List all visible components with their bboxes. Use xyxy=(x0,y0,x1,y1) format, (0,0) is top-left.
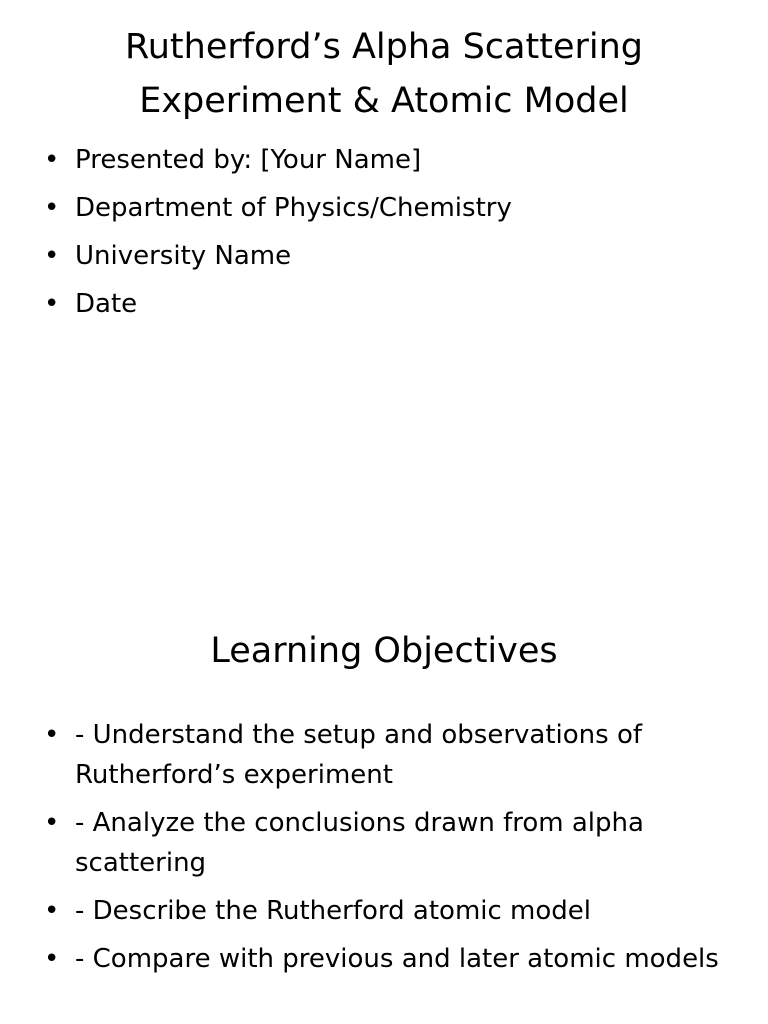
bullet-list xyxy=(40,140,720,332)
bullet-icon: • xyxy=(44,896,60,926)
bullet-text: - Describe the Rutherford atomic model xyxy=(75,896,592,926)
bullet-text: - Understand the setup and observations of Rutherford’s experiment xyxy=(75,720,642,790)
list-item xyxy=(40,188,720,228)
bullet-text: Department of Physics/Chemistry xyxy=(75,193,512,223)
bullet-text: Presented by: [Your Name] xyxy=(75,145,422,175)
bullet-text: - Compare with previous and later atomic models xyxy=(75,944,719,974)
objectives-slide xyxy=(0,512,768,1024)
list-item xyxy=(40,715,720,795)
bullet-text: - Analyze the conclusions drawn from alpha scattering xyxy=(75,808,644,878)
list-item xyxy=(40,284,720,324)
slide-title: Learning Objectives xyxy=(210,631,558,671)
bullet-icon: • xyxy=(44,145,60,175)
title-line-1: Rutherford’s Alpha Scattering xyxy=(124,27,643,67)
bullet-text: University Name xyxy=(75,241,292,271)
list-item xyxy=(40,803,720,883)
bullet-icon: • xyxy=(44,289,60,319)
bullet-icon: • xyxy=(44,808,60,838)
list-item xyxy=(40,939,720,979)
bullet-text: Date xyxy=(75,289,138,319)
bullet-icon: • xyxy=(44,193,60,223)
bullet-icon: • xyxy=(44,720,60,750)
bullet-list xyxy=(40,715,720,987)
list-item xyxy=(40,236,720,276)
slide-title xyxy=(40,20,728,128)
list-item xyxy=(40,140,720,180)
list-item xyxy=(40,891,720,931)
bullet-icon: • xyxy=(44,241,60,271)
title-line-2: Experiment & Atomic Model xyxy=(139,81,629,121)
bullet-icon: • xyxy=(44,944,60,974)
